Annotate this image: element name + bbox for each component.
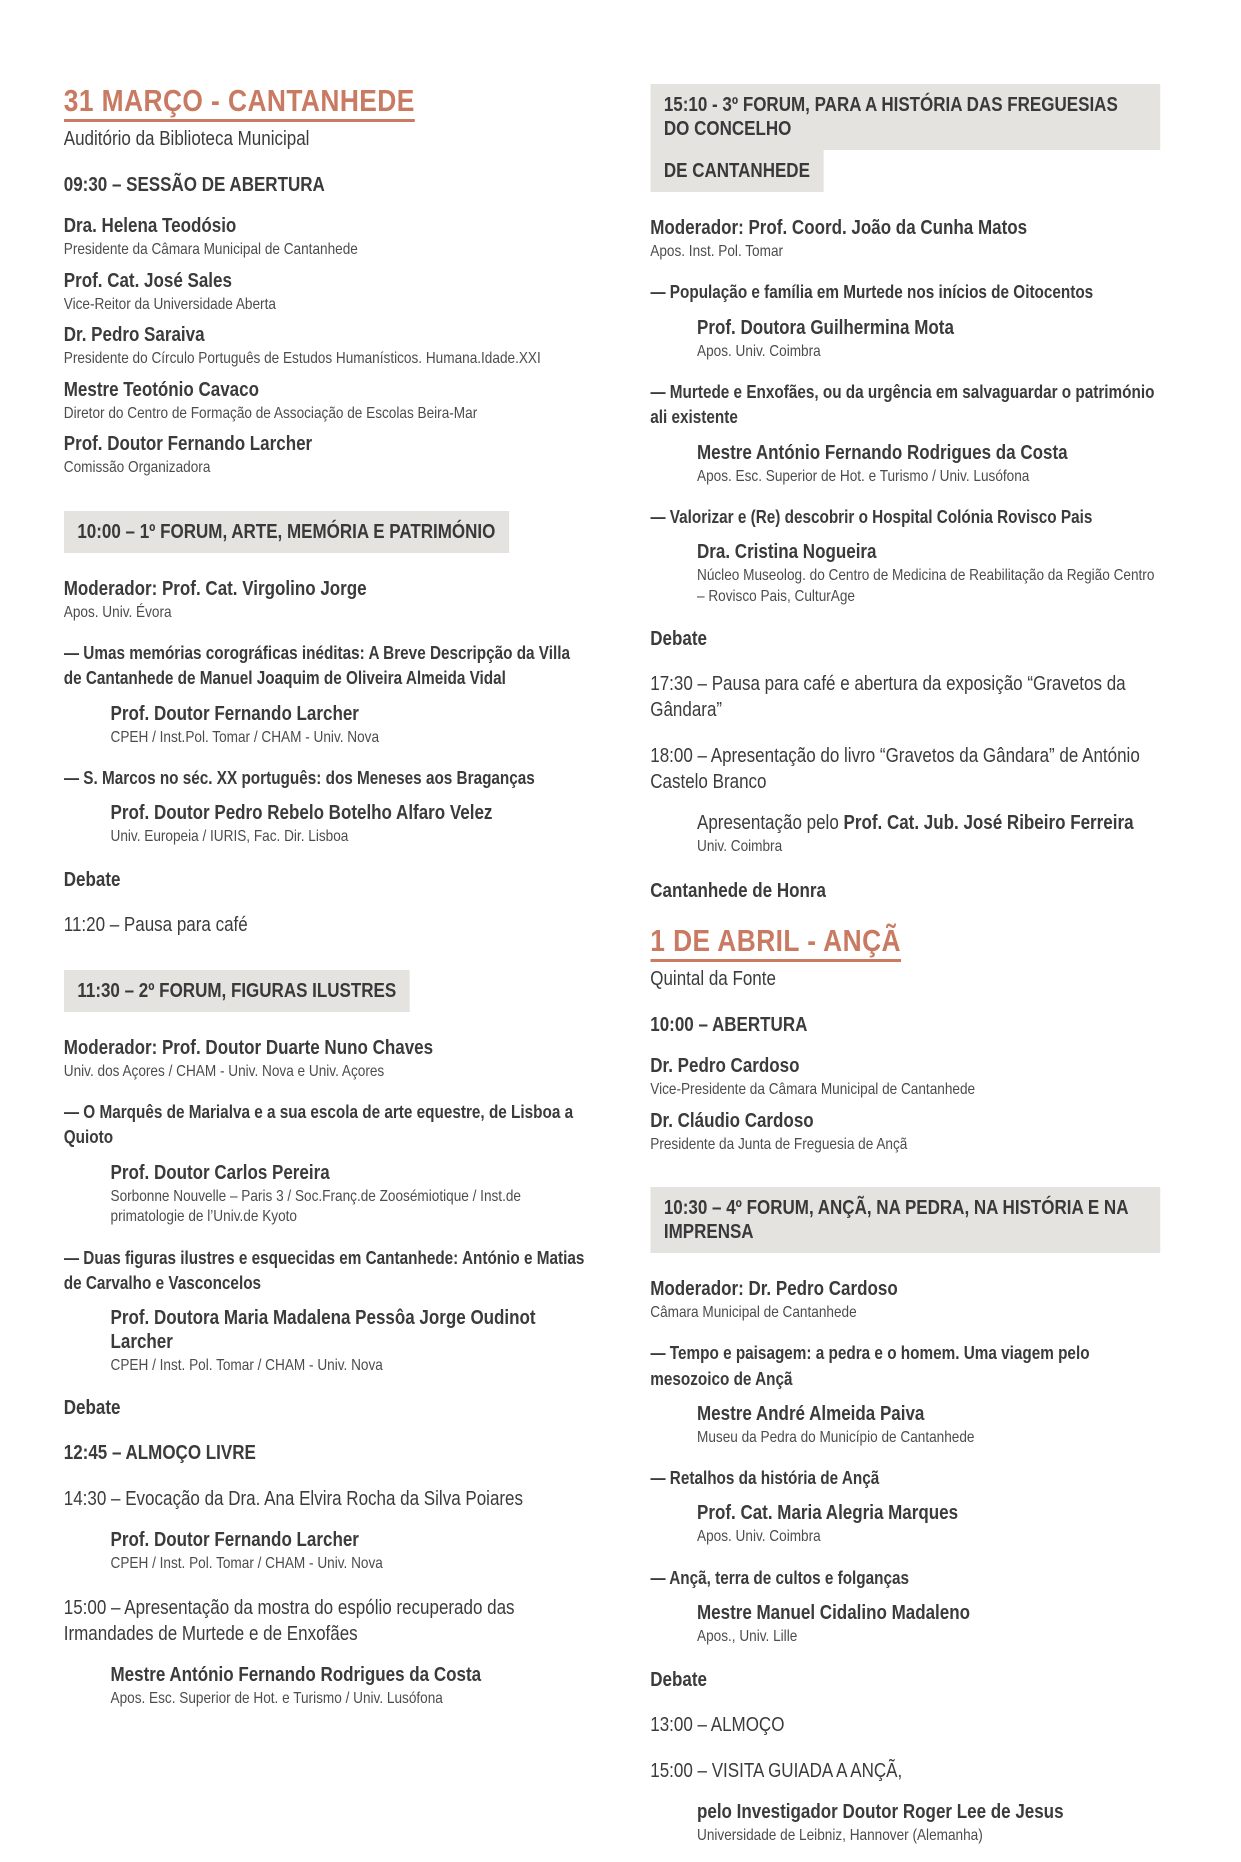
speaker-name-prefix: Apresentação pelo xyxy=(697,812,844,835)
person-name: Moderador: Prof. Doutor Duarte Nuno Chaves xyxy=(63,1036,434,1059)
session-header-text: 11:30 – 2º FORUM, FIGURAS ILUSTRES xyxy=(64,970,410,1012)
time-slot: 12:45 – ALMOÇO LIVRE xyxy=(63,1442,256,1465)
speaker-name xyxy=(697,1501,1160,1525)
speaker-affiliation: Museu da Pedra do Município de Cantanhede xyxy=(697,1428,975,1446)
talk-title: — População e família em Murtede nos inícios de Oitocentos xyxy=(650,282,1094,303)
speaker-block xyxy=(64,1161,591,1228)
person-block xyxy=(650,1277,1160,1323)
session-header-bar xyxy=(650,84,1160,192)
speaker-name-text: Prof. Doutora Maria Madalena Pessôa Jorge Oudinot Larcher xyxy=(110,1306,536,1353)
speaker-affiliation: Apos. Esc. Superior de Hot. e Turismo / Univ. Lusófona xyxy=(697,467,1030,485)
speaker-name xyxy=(111,702,591,726)
person-block xyxy=(650,1054,1160,1100)
speaker-name xyxy=(697,441,1160,465)
talk-title: — Ançã, terra de cultos e folganças xyxy=(650,1567,910,1588)
person-affiliation: Apos. Univ. Évora xyxy=(63,603,172,621)
date-block xyxy=(64,84,591,152)
person-block xyxy=(64,432,591,478)
speaker-name-text: Prof. Doutor Pedro Rebelo Botelho Alfaro Velez xyxy=(110,802,493,825)
session-header-text: 15:10 - 3º FORUM, PARA A HISTÓRIA DAS FREGUESIAS DO CONCELHO xyxy=(650,84,1160,150)
time-slot: 15:00 – Apresentação da mostra do espólio recuperado das Irmandades de Murtede e de Enxofães xyxy=(63,1596,515,1645)
session-header-bar xyxy=(64,511,591,553)
person-block xyxy=(64,214,591,260)
person-affiliation: Câmara Municipal de Cantanhede xyxy=(650,1303,857,1321)
speaker-name-text: Prof. Doutora Guilhermina Mota xyxy=(697,316,954,339)
session-header-text: DE CANTANHEDE xyxy=(650,150,823,192)
person-block xyxy=(64,1036,591,1082)
person-block xyxy=(64,577,591,623)
person-name: Moderador: Dr. Pedro Cardoso xyxy=(650,1277,898,1300)
speaker-block xyxy=(64,801,591,847)
venue-subtitle: Auditório da Biblioteca Municipal xyxy=(63,128,310,151)
session-header-line xyxy=(650,1187,1160,1253)
speaker-name-text: Mestre António Fernando Rodrigues da Costa xyxy=(110,1663,482,1686)
speaker-block xyxy=(650,316,1160,362)
debate-label: Debate xyxy=(63,868,121,891)
venue-subtitle: Quintal da Fonte xyxy=(650,968,776,991)
person-name: Moderador: Prof. Coord. João da Cunha Matos xyxy=(650,217,1028,239)
session-header-line xyxy=(650,84,1160,150)
person-name: Dr. Pedro Saraiva xyxy=(63,324,205,347)
speaker-name xyxy=(111,1161,591,1185)
person-name: Dr. Pedro Cardoso xyxy=(650,1055,800,1078)
speaker-block xyxy=(650,1501,1160,1547)
speaker-affiliation: Univ. Europeia / IURIS, Fac. Dir. Lisboa xyxy=(110,828,349,846)
speaker-name xyxy=(111,801,591,825)
person-affiliation: Apos. Inst. Pol. Tomar xyxy=(650,243,784,260)
person-block xyxy=(650,1109,1160,1155)
time-slot: 09:30 – SESSÃO DE ABERTURA xyxy=(63,174,325,197)
speaker-name xyxy=(111,1306,591,1354)
speaker-block xyxy=(650,1402,1160,1448)
person-affiliation: Diretor do Centro de Formação de Associação de Escolas Beira-Mar xyxy=(63,404,478,422)
left-column xyxy=(64,84,591,1725)
speaker-affiliation: CPEH / Inst. Pol. Tomar / CHAM - Univ. Nova xyxy=(110,1356,383,1374)
talk-title: — Murtede e Enxofães, ou da urgência em salvaguardar o património ali existente xyxy=(650,382,1155,428)
time-slot: 13:00 – ALMOÇO xyxy=(650,1713,785,1736)
person-affiliation: Univ. dos Açores / CHAM - Univ. Nova e Univ. Açores xyxy=(63,1062,385,1080)
person-affiliation: Comissão Organizadora xyxy=(63,459,211,477)
person-affiliation: Presidente do Círculo Português de Estudos Humanísticos. Humana.Idade.XXI xyxy=(63,350,541,368)
time-slot: 15:00 – VISITA GUIADA A ANÇÃ, xyxy=(650,1759,903,1782)
speaker-affiliation: CPEH / Inst.Pol. Tomar / CHAM - Univ. Nova xyxy=(110,728,380,746)
speaker-block xyxy=(650,540,1160,607)
speaker-name-text: Dra. Cristina Nogueira xyxy=(697,541,877,564)
person-block xyxy=(64,378,591,424)
talk-title: — Umas memórias corográficas inéditas: A Breve Descripção da Villa de Cantanhede de Manuel Joaquim de Oliveira Almeida Vidal xyxy=(63,643,571,689)
speaker-name-text: Prof. Doutor Carlos Pereira xyxy=(110,1161,330,1184)
talk-title: — Valorizar e (Re) descobrir o Hospital Colónia Rovisco Pais xyxy=(650,506,1093,527)
talk-title: — Tempo e paisagem: a pedra e o homem. Uma viagem pelo mesozoico de Ançã xyxy=(650,1343,1090,1389)
session-header-text: 10:00 – 1º FORUM, ARTE, MEMÓRIA E PATRIMÓNIO xyxy=(64,511,509,553)
person-name: Prof. Doutor Fernando Larcher xyxy=(63,433,313,456)
speaker-name-text: Prof. Doutor Fernando Larcher xyxy=(110,1529,359,1552)
speaker-block xyxy=(650,811,1160,857)
speaker-name-text: Prof. Doutor Fernando Larcher xyxy=(110,702,359,725)
speaker-affiliation: CPEH / Inst. Pol. Tomar / CHAM - Univ. Nova xyxy=(110,1555,383,1573)
session-header-text: 10:30 – 4º FORUM, ANÇÃ, NA PEDRA, NA HISTÓRIA E NA IMPRENSA xyxy=(650,1187,1160,1253)
talk-title: — Duas figuras ilustres e esquecidas em Cantanhede: António e Matias de Carvalho e Vasconcelos xyxy=(63,1247,585,1293)
time-slot: 17:30 – Pausa para café e abertura da exposição “Gravetos da Gândara” xyxy=(650,673,1126,722)
speaker-name xyxy=(697,1800,1160,1824)
person-block xyxy=(64,269,591,315)
person-name: Prof. Cat. José Sales xyxy=(63,269,232,292)
speaker-affiliation: Apos., Univ. Lille xyxy=(697,1628,798,1646)
speaker-name xyxy=(697,316,1160,340)
talk-title: — Retalhos da história de Ançã xyxy=(650,1468,880,1489)
time-slot: Cantanhede de Honra xyxy=(650,879,826,902)
debate-label: Debate xyxy=(63,1397,121,1420)
speaker-block xyxy=(650,441,1160,487)
speaker-affiliation: Univ. Coimbra xyxy=(697,838,783,856)
speaker-affiliation: Núcleo Museolog. do Centro de Medicina de Reabilitação da Região Centro – Rovisco Pais, CulturAge xyxy=(697,567,1155,605)
speaker-affiliation: Universidade de Leibniz, Hannover (Alemanha) xyxy=(697,1826,983,1844)
session-header-bar xyxy=(650,1187,1160,1253)
speaker-affiliation: Apos. Esc. Superior de Hot. e Turismo / Univ. Lusófona xyxy=(110,1689,443,1707)
speaker-block xyxy=(64,702,591,748)
person-affiliation: Vice-Presidente da Câmara Municipal de Cantanhede xyxy=(650,1081,976,1099)
time-slot: 11:20 – Pausa para café xyxy=(63,913,248,936)
speaker-block xyxy=(650,1601,1160,1647)
session-header-line xyxy=(650,150,1160,192)
time-slot: 14:30 – Evocação da Dra. Ana Elvira Rocha da Silva Poiares xyxy=(63,1488,524,1511)
speaker-name-text: Mestre André Almeida Paiva xyxy=(697,1402,925,1425)
person-block xyxy=(650,216,1160,262)
person-affiliation: Vice-Reitor da Universidade Aberta xyxy=(63,295,276,313)
person-name: Moderador: Prof. Cat. Virgolino Jorge xyxy=(63,577,367,600)
speaker-name xyxy=(697,1402,1160,1426)
person-name: Dr. Cláudio Cardoso xyxy=(650,1109,814,1132)
person-affiliation: Presidente da Câmara Municipal de Cantanhede xyxy=(63,241,358,259)
right-column xyxy=(650,84,1160,1862)
person-name: Mestre Teotónio Cavaco xyxy=(63,378,259,401)
time-slot: 18:00 – Apresentação do livro “Gravetos da Gândara” de António Castelo Branco xyxy=(650,745,1140,794)
speaker-affiliation: Sorbonne Nouvelle – Paris 3 / Soc.Franç.de Zoosémiotique / Inst.de primatologie de l’Univ.de Kyoto xyxy=(110,1187,521,1226)
date-block xyxy=(650,924,1160,992)
speaker-block xyxy=(650,1800,1160,1846)
speaker-name-text: Prof. Cat. Jub. José Ribeiro Ferreira xyxy=(843,812,1134,835)
speaker-name-text: Mestre António Fernando Rodrigues da Costa xyxy=(697,441,1068,464)
session-header-line xyxy=(64,511,591,553)
speaker-block xyxy=(64,1306,591,1376)
person-affiliation: Presidente da Junta de Freguesia de Ançã xyxy=(650,1135,908,1153)
speaker-name xyxy=(697,1601,1160,1625)
session-header-bar xyxy=(64,970,591,1012)
date-heading: 31 MARÇO - CANTANHEDE xyxy=(64,84,415,122)
speaker-name xyxy=(697,540,1160,564)
speaker-block xyxy=(64,1663,591,1709)
speaker-name-text: Mestre Manuel Cidalino Madaleno xyxy=(697,1602,970,1625)
speaker-name xyxy=(111,1528,591,1552)
debate-label: Debate xyxy=(650,1668,707,1691)
debate-label: Debate xyxy=(650,628,707,651)
person-block xyxy=(64,323,591,369)
date-heading: 1 DE ABRIL - ANÇÃ xyxy=(650,924,901,962)
speaker-name-text: Prof. Cat. Maria Alegria Marques xyxy=(697,1502,959,1525)
speaker-affiliation: Apos. Univ. Coimbra xyxy=(697,342,821,360)
talk-title: — O Marquês de Marialva e a sua escola de arte equestre, de Lisboa a Quioto xyxy=(63,1102,574,1148)
speaker-affiliation: Apos. Univ. Coimbra xyxy=(697,1528,821,1546)
speaker-block xyxy=(64,1528,591,1574)
speaker-name xyxy=(111,1663,591,1687)
session-header-line xyxy=(64,970,591,1012)
speaker-name xyxy=(697,811,1160,835)
speaker-name-text: pelo Investigador Doutor Roger Lee de Jesus xyxy=(697,1800,1064,1823)
talk-title: — S. Marcos no séc. XX português: dos Meneses aos Braganças xyxy=(63,768,535,789)
person-name: Dra. Helena Teodósio xyxy=(63,215,237,238)
time-slot: 10:00 – ABERTURA xyxy=(650,1014,808,1037)
